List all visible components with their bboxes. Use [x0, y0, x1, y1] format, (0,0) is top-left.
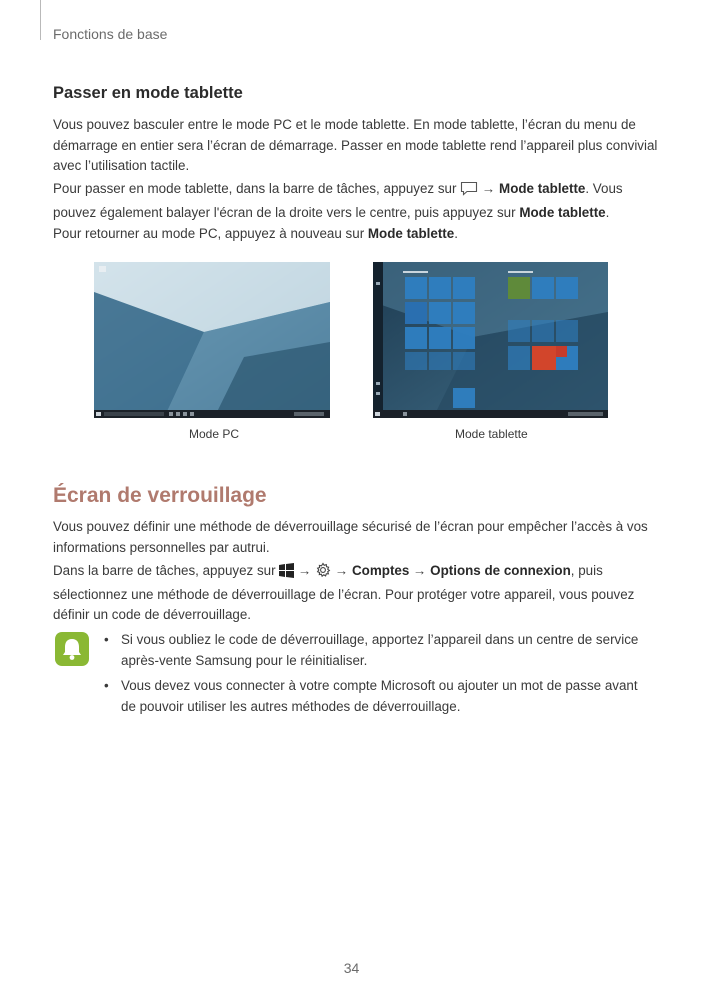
return-pc-text-c: .: [454, 226, 458, 241]
page-number: 34: [343, 960, 360, 976]
tablet-instr-text-a: Pour passer en mode tablette, dans la barre de tâches, appuyez sur: [53, 181, 457, 196]
arrow: →: [334, 563, 349, 578]
comptes-term: Comptes: [352, 563, 410, 578]
lock-instr-text-a: Dans la barre de tâches, appuyez sur: [53, 563, 276, 578]
header-section: Fonctions de base: [53, 26, 168, 42]
mode-tablette-term: Mode tablette: [519, 204, 606, 220]
arrow: →: [298, 563, 312, 578]
note-bullet: [104, 630, 644, 671]
bullet-text: Si vous oubliez le code de déverrouillage, apportez l’appareil dans un centre de service après-vente Samsung pour le réinitialiser.: [121, 632, 639, 668]
arrow: →: [481, 181, 496, 196]
settings-gear-icon: [315, 562, 331, 585]
lock-intro-paragraph: Vous pouvez définir une méthode de déverrouillage sécurisé de l’écran pour empêcher l’accès à vos informations personnelles par autrui.: [53, 519, 648, 555]
windows-icon: [279, 563, 294, 585]
options-connexion-term: Options de connexion: [430, 563, 571, 578]
notice-bell-icon: [54, 631, 90, 667]
caption-tablet-mode: Mode tablette: [455, 427, 528, 441]
action-center-icon: [460, 181, 478, 203]
tablet-instr-text-e: .: [605, 204, 610, 220]
section-title-lock-screen: Écran de verrouillage: [53, 484, 267, 507]
bullet-text: Vous devez vous connecter à votre compte Microsoft ou ajouter un mot de passe avant de pouvoir utiliser les autres méthodes de déverrouillage.: [121, 678, 638, 714]
tablet-instructions-paragraph: [53, 179, 658, 223]
bullet-dot: •: [104, 678, 109, 693]
caption-pc-mode: Mode PC: [189, 427, 240, 441]
mode-tablette-term: Mode tablette: [499, 181, 586, 196]
arrow: →: [413, 563, 427, 578]
note-bullet: [104, 676, 644, 717]
header-rule: [40, 0, 41, 40]
tablet-mode-screenshot: [373, 262, 608, 418]
bullet-dot: •: [104, 632, 109, 647]
mode-tablette-term: Mode tablette: [367, 226, 455, 241]
return-pc-paragraph: [53, 224, 658, 245]
pc-mode-screenshot: [94, 262, 330, 418]
return-pc-text-a: Pour retourner au mode PC, appuyez à nouveau sur: [53, 226, 365, 241]
tablet-intro-paragraph: Vous pouvez basculer entre le mode PC et le mode tablette. En mode tablette, l’écran du menu de démarrage en entier sera l’écran de démarrage. Passer en mode tablette rend l’appareil plus convivial avec l’utilisation tactile.: [53, 117, 658, 173]
section-title-tablet-mode: Passer en mode tablette: [53, 84, 243, 102]
lock-instructions-paragraph: [53, 561, 658, 626]
lock-instr-text-d: , puis sélectionnez une méthode de déverrouillage de l’écran. Pour protéger votre appareil, vous pouvez définir un code de déverrouillage.: [53, 563, 635, 622]
tablet-instr-text-c: . Vous pouvez également balayer l'écran de la droite vers le centre, puis appuyez sur: [53, 181, 623, 220]
